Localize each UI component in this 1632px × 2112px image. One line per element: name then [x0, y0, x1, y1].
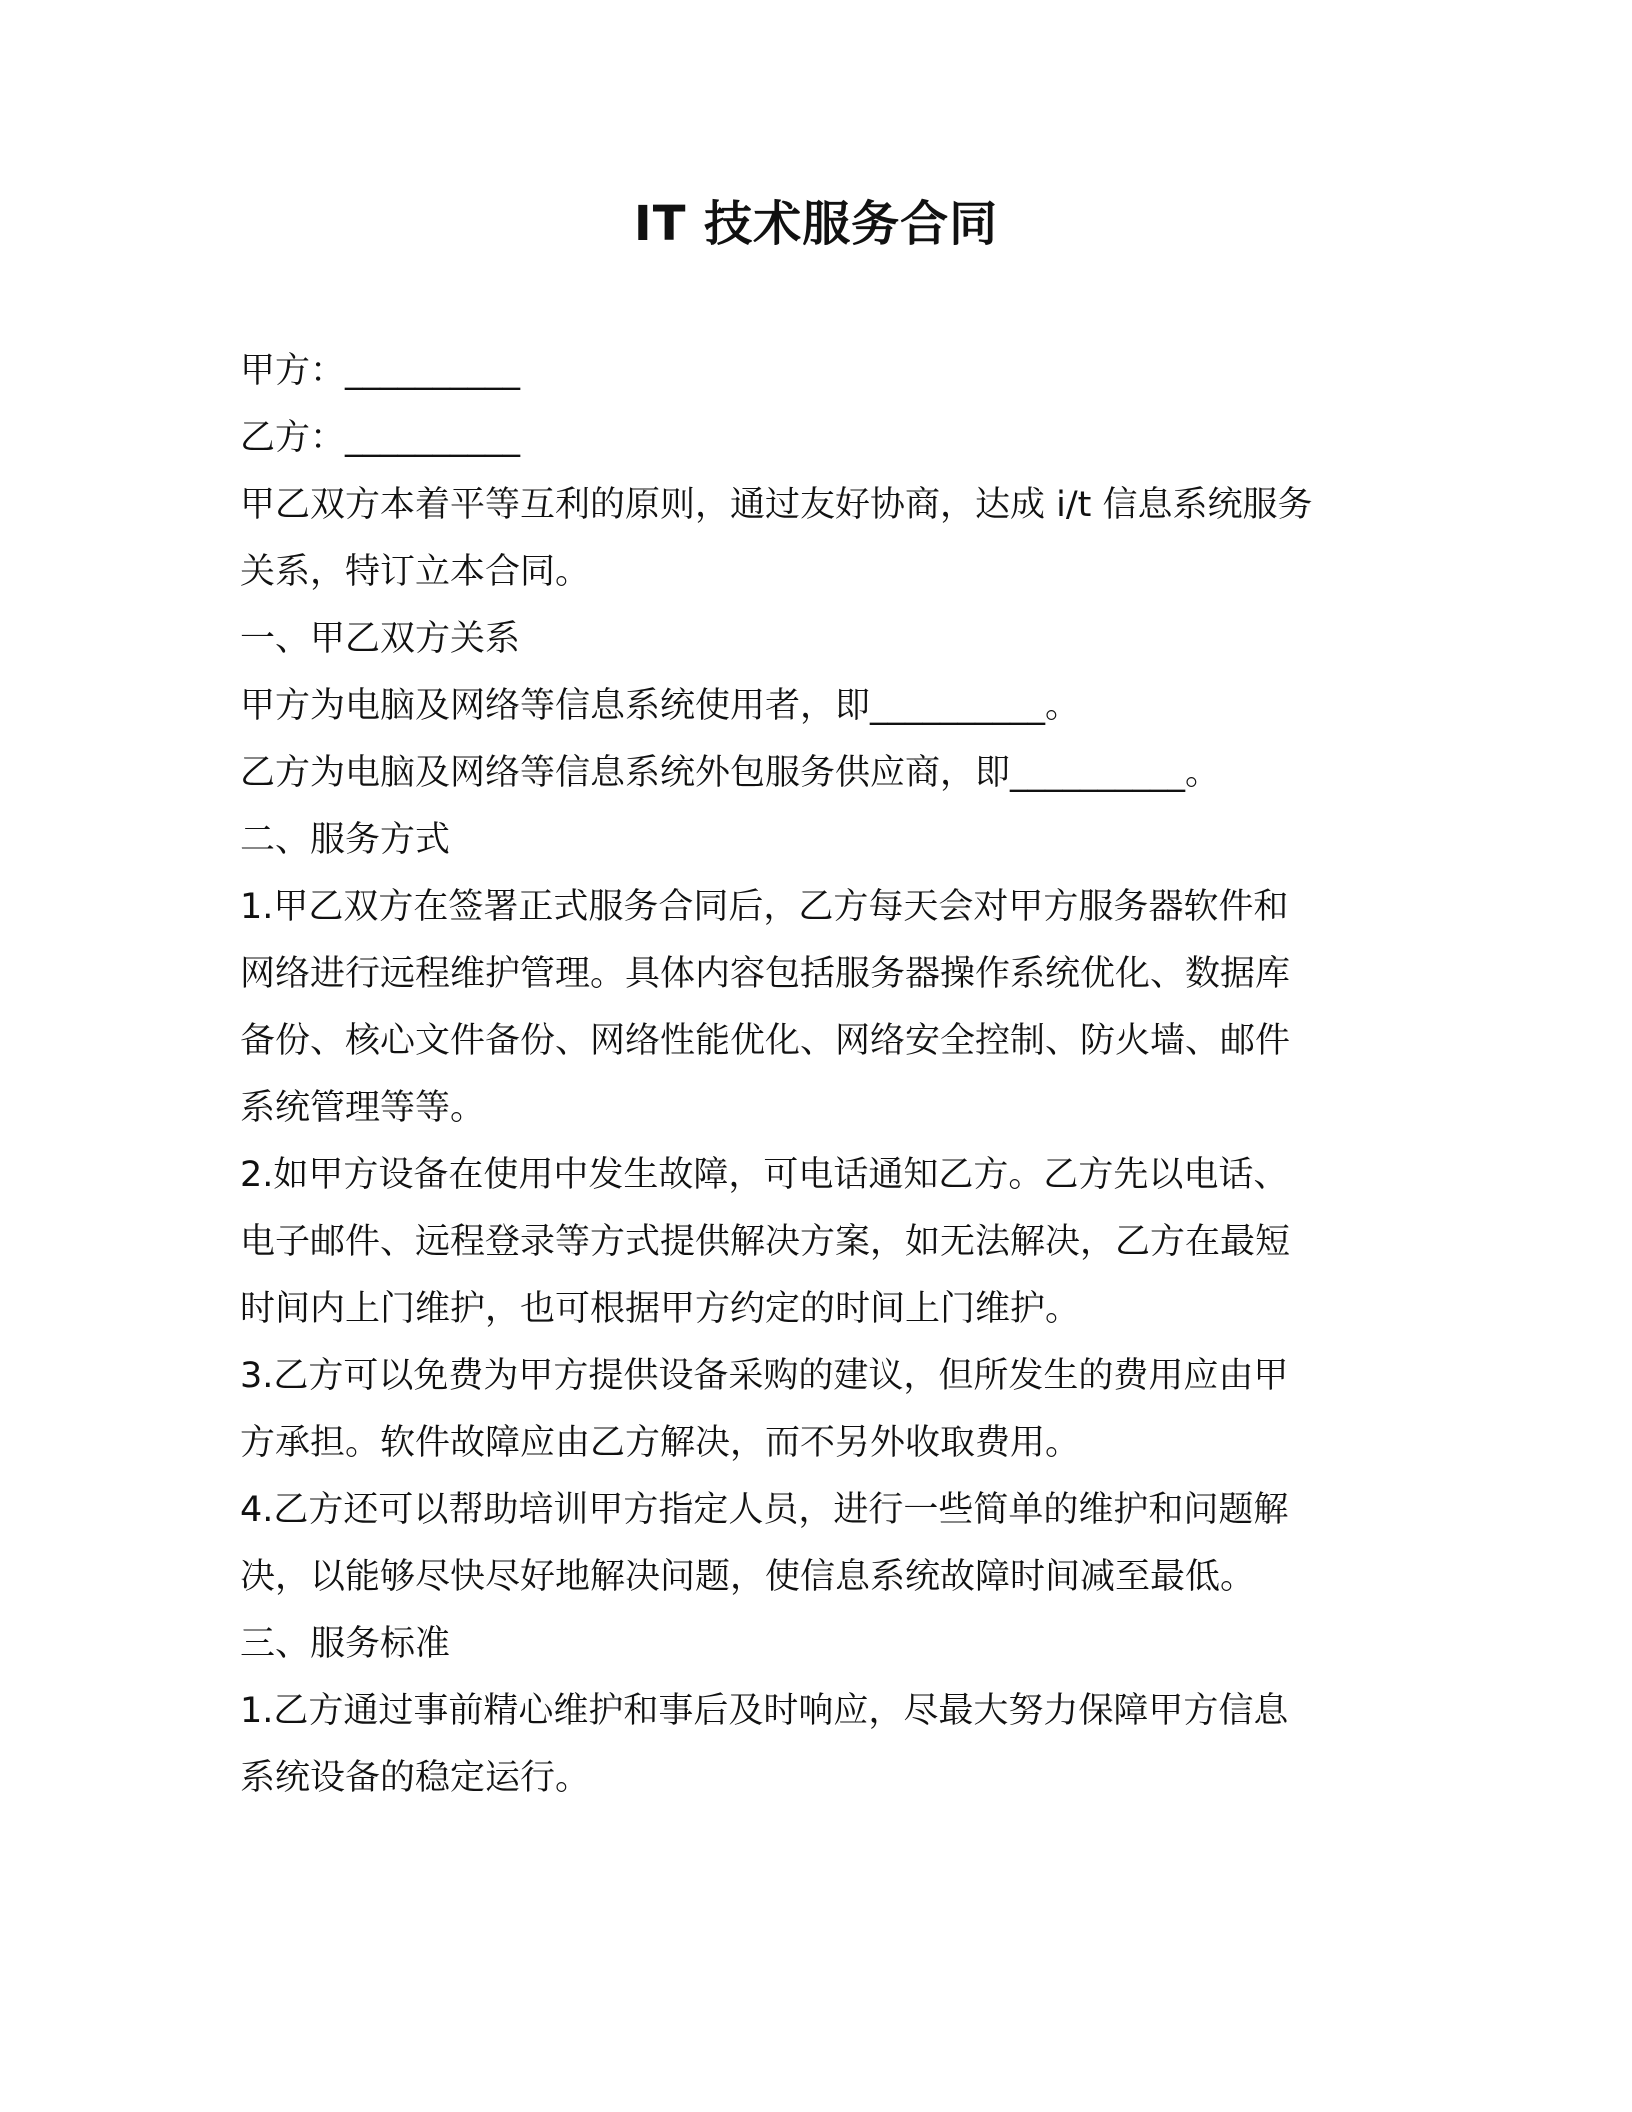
document-body	[240, 338, 1390, 1812]
paragraph-line: 1.乙方通过事前精心维护和事后及时响应，尽最大努力保障甲方信息	[240, 1691, 1289, 1731]
paragraph-line: 网络进行远程维护管理。具体内容包括服务器操作系统优化、数据库	[240, 954, 1291, 994]
paragraph-line: 1.甲乙双方在签署正式服务合同后，乙方每天会对甲方服务器软件和	[240, 887, 1289, 927]
document-title: IT 技术服务合同	[633, 196, 999, 252]
paragraph-line: 2.如甲方设备在使用中发生故障，可电话通知乙方。乙方先以电话、	[240, 1155, 1289, 1195]
preamble-line: 甲乙双方本着平等互利的原则，通过友好协商，达成 i/t 信息系统服务	[240, 485, 1313, 525]
paragraph-line: 甲方为电脑及网络等信息系统使用者，即__________。	[240, 686, 1081, 726]
paragraph-line: 备份、核心文件备份、网络性能优化、网络安全控制、防火墙、邮件	[240, 1021, 1291, 1061]
paragraph-line: 决，以能够尽快尽好地解决问题，使信息系统故障时间减至最低。	[240, 1557, 1256, 1597]
section-heading: 二、服务方式	[240, 820, 451, 860]
paragraph-line: 乙方为电脑及网络等信息系统外包服务供应商，即__________。	[240, 753, 1221, 793]
party-a-line: 甲方：__________	[240, 351, 521, 391]
paragraph-line: 系统设备的稳定运行。	[240, 1758, 591, 1798]
paragraph-line: 电子邮件、远程登录等方式提供解决方案，如无法解决，乙方在最短	[240, 1222, 1291, 1262]
preamble-line: 关系，特订立本合同。	[240, 552, 591, 592]
paragraph-line: 4.乙方还可以帮助培训甲方指定人员，进行一些简单的维护和问题解	[240, 1490, 1289, 1530]
paragraph-line: 3.乙方可以免费为甲方提供设备采购的建议，但所发生的费用应由甲	[240, 1356, 1289, 1396]
paragraph-line: 时间内上门维护，也可根据甲方约定的时间上门维护。	[240, 1289, 1081, 1329]
paragraph-line: 系统管理等等。	[240, 1088, 486, 1128]
section-heading: 三、服务标准	[240, 1624, 451, 1664]
section-heading: 一、甲乙双方关系	[240, 619, 521, 659]
party-b-line: 乙方：__________	[240, 418, 521, 458]
paragraph-line: 方承担。软件故障应由乙方解决，而不另外收取费用。	[240, 1423, 1081, 1463]
